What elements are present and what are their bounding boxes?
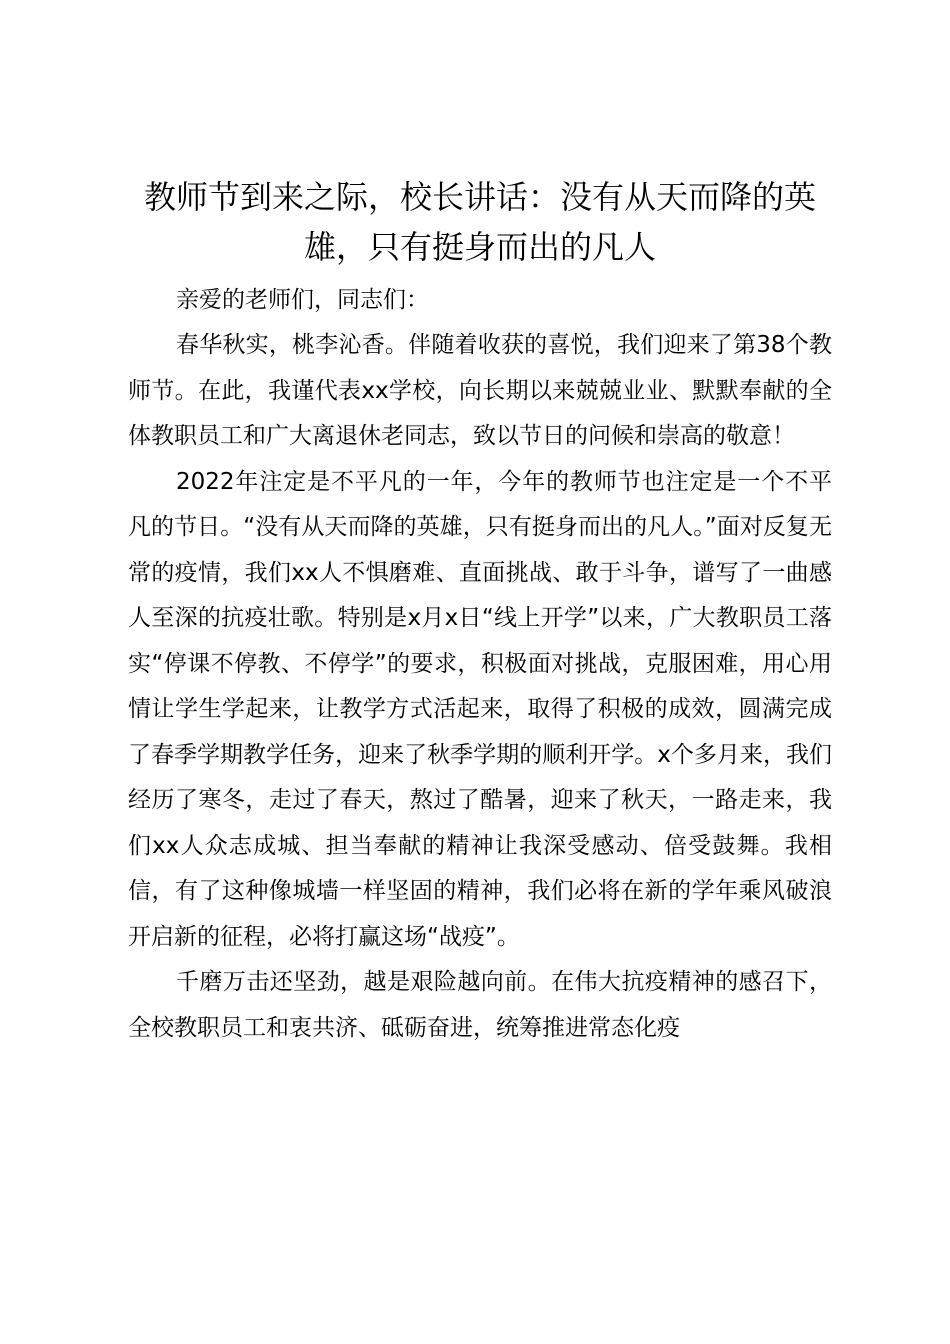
document-title: 教师节到来之际，校长讲话：没有从天而降的英雄，只有挺身而出的凡人 <box>143 178 816 266</box>
document-page <box>128 172 832 1051</box>
paragraph-1: 春华秋实，桃李沁香。伴随着收获的喜悦，我们迎来了第38个教师节。在此，我谨代表xx学校，向长期以来兢兢业业、默默奉献的全体教职员工和广大离退休老同志，致以节日的问候和崇高的敬意！ <box>128 332 832 449</box>
paragraph-2: 2022年注定是不平凡的一年，今年的教师节也注定是一个不平凡的节日。“没有从天而降的英雄，只有挺身而出的凡人。”面对反复无常的疫情，我们xx人不惧磨难、直面挑战、敢于斗争，谱写了一曲感人至深的抗疫壮歌。特别是x月x日“线上开学”以来，广大教职员工落实“停课不停教、不停学”的要求，积极面对挑战，克服困难，用心用情让学生学起来，让教学方式活起来，取得了积极的成效，圆满完成了春季学期教学任务，迎来了秋季学期的顺利开学。x个多月来，我们经历了寒冬，走过了春天，熬过了酷暑，迎来了秋天，一路走来，我们xx人众志成城、担当奉献的精神让我深受感动、倍受鼓舞。我相信，有了这种像城墙一样坚固的精神，我们必将在新的学年乘风破浪开启新的征程，必将打赢这场“战疫”。 <box>128 468 832 950</box>
greeting-line: 亲爱的老师们，同志们： <box>176 287 429 313</box>
paragraph-3: 千磨万击还坚劲，越是艰险越向前。在伟大抗疫精神的感召下，全校教职员工和衷共济、砥砺奋进，统筹推进常态化疫 <box>128 969 832 1041</box>
